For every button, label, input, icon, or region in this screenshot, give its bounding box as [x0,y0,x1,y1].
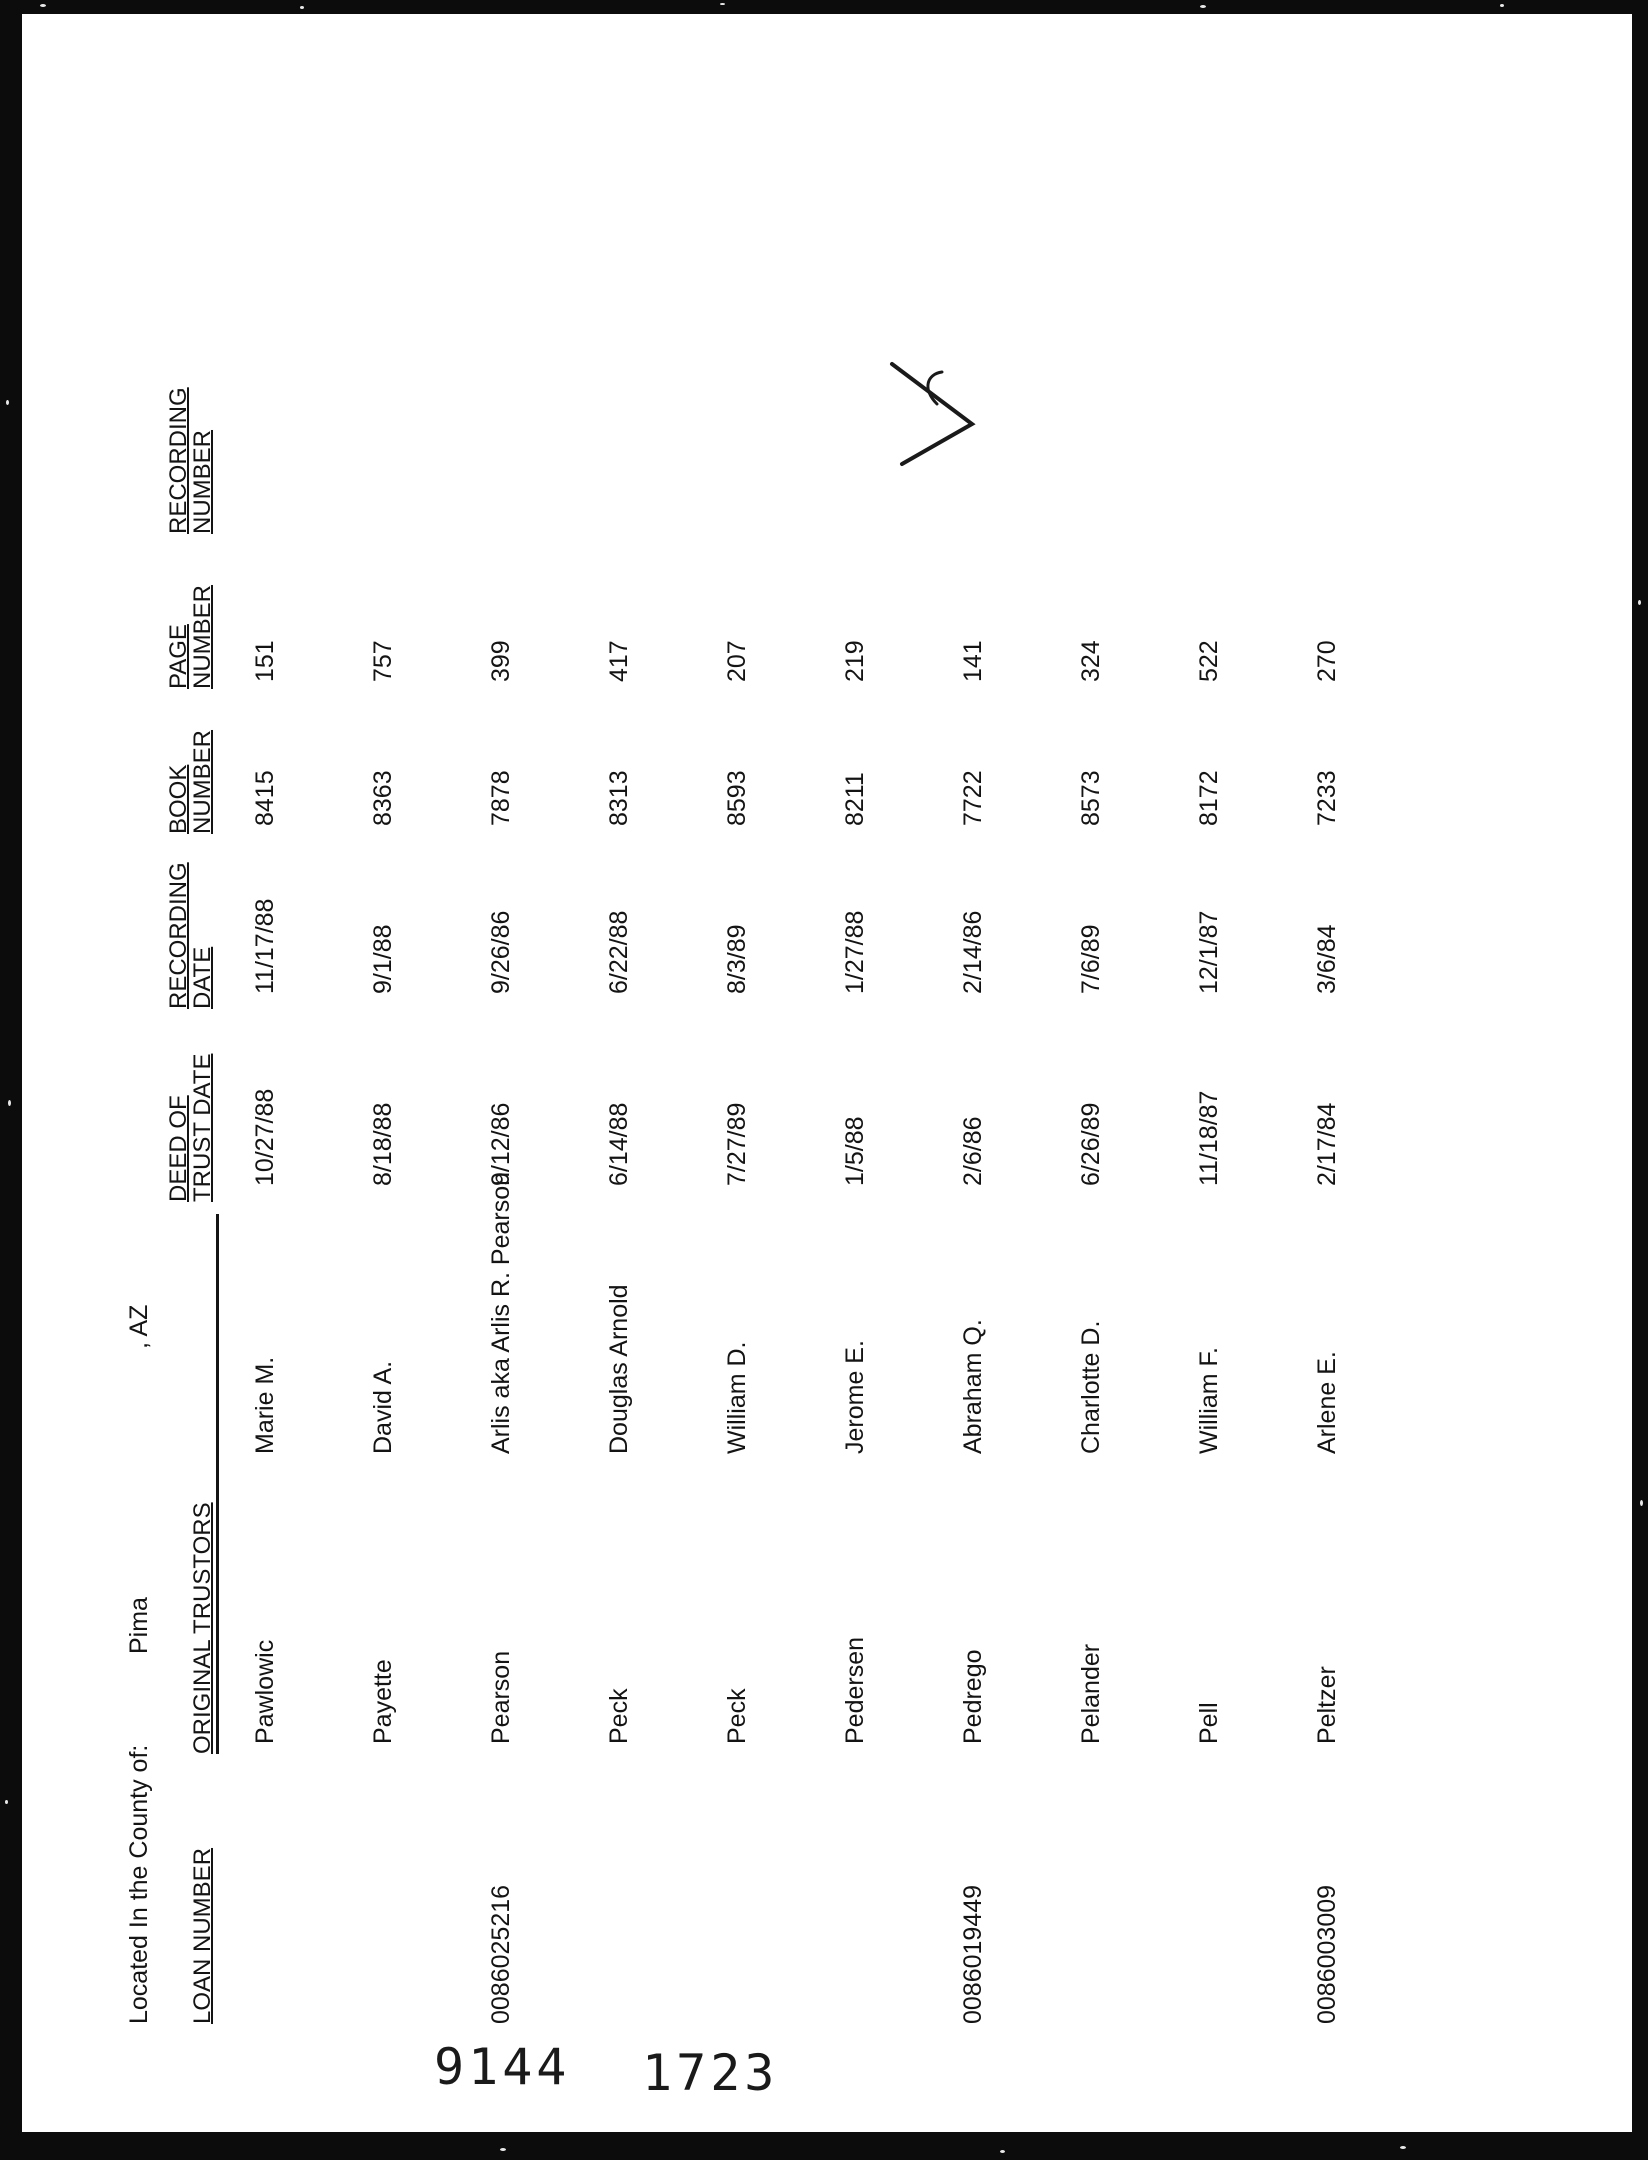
row-recording-date: 2/14/86 [959,910,987,994]
row-deed-date: 9/12/86 [487,1102,515,1186]
row-book-number: 8415 [251,770,279,826]
row-loan-number: 0086025216 [487,1884,515,2024]
row-trustor-last: Pearson [487,1650,515,1744]
row-book-number: 7722 [959,770,987,826]
header-recording-date-2: DATE [189,946,216,1009]
row-book-number: 8363 [369,770,397,826]
row-trustor-last: Peck [723,1688,751,1744]
row-page-number: 522 [1195,640,1223,682]
row-trustor-first: William D. [723,1341,751,1454]
row-recording-date: 7/6/89 [1077,924,1105,994]
row-deed-date: 6/14/88 [605,1102,633,1186]
row-book-number: 7878 [487,770,515,826]
row-trustor-first: David A. [369,1360,397,1454]
row-page-number: 757 [369,640,397,682]
rotated-table [122,0,1648,2024]
row-deed-date: 6/26/89 [1077,1102,1105,1186]
row-deed-date: 10/27/88 [251,1088,279,1186]
row-trustor-last: Peck [605,1688,633,1744]
row-trustor-first: Arlene E. [1313,1351,1341,1454]
header-page-number-1: PAGE [165,624,192,689]
header-loan-number: LOAN NUMBER [189,1847,216,2024]
row-page-number: 399 [487,640,515,682]
row-loan-number: 0086003009 [1313,1884,1341,2024]
row-deed-date: 1/5/88 [841,1116,869,1186]
row-recording-date: 1/27/88 [841,910,869,994]
row-recording-date: 6/22/88 [605,910,633,994]
row-recording-date: 3/6/84 [1313,924,1341,994]
handwritten-number-2: 1723 [642,2044,779,2102]
row-deed-date: 11/18/87 [1195,1090,1223,1186]
row-deed-date: 2/17/84 [1313,1102,1341,1186]
header-book-number-1: BOOK [165,764,192,834]
row-trustor-last: Pedersen [841,1636,869,1744]
document-page [22,14,1632,2132]
handwritten-check-mark [882,344,992,484]
row-trustor-first: Douglas Arnold [605,1284,633,1454]
header-original-trustors: ORIGINAL TRUSTORS [189,1502,216,1754]
header-recording-date-1: RECORDING [165,862,192,1009]
header-book-number-2: NUMBER [189,729,216,834]
row-page-number: 207 [723,640,751,682]
row-trustor-first: William F. [1195,1347,1223,1454]
handwritten-number-1: 9144 [434,2038,571,2096]
row-trustor-last: Pell [1195,1702,1223,1744]
row-deed-date: 2/6/86 [959,1116,987,1186]
row-trustor-last: Payette [369,1659,397,1744]
row-deed-date: 7/27/89 [723,1102,751,1186]
row-book-number: 8593 [723,770,751,826]
state-label: , AZ [125,1304,153,1349]
header-deed-of-trust-date-1: DEED OF [165,1095,192,1202]
row-recording-date: 9/26/86 [487,910,515,994]
row-trustor-first: Charlotte D. [1077,1320,1105,1454]
row-book-number: 8313 [605,770,633,826]
header-recording-number-1: RECORDING [165,387,192,534]
row-page-number: 270 [1313,640,1341,682]
row-recording-date: 11/17/88 [251,898,279,994]
row-book-number: 8172 [1195,770,1223,826]
trustors-underline [216,1214,219,1754]
row-loan-number: 0086019449 [959,1884,987,2024]
header-recording-number-2: NUMBER [189,429,216,534]
row-trustor-last: Peltzer [1313,1666,1341,1744]
row-trustor-last: Pedrego [959,1649,987,1744]
row-page-number: 417 [605,640,633,682]
row-trustor-first: Marie M. [251,1356,279,1454]
row-book-number: 7233 [1313,770,1341,826]
row-recording-date: 8/3/89 [723,924,751,994]
header-page-number-2: NUMBER [189,584,216,689]
row-book-number: 8573 [1077,770,1105,826]
row-trustor-last: Pawlowic [251,1639,279,1744]
county-label: Located In the County of: [125,1744,153,2024]
row-page-number: 324 [1077,640,1105,682]
row-trustor-first: Jerome E. [841,1340,869,1454]
row-deed-date: 8/18/88 [369,1102,397,1186]
row-recording-date: 12/1/87 [1195,910,1223,994]
header-deed-of-trust-date-2: TRUST DATE [189,1053,216,1202]
row-trustor-first: Abraham Q. [959,1319,987,1454]
row-page-number: 219 [841,640,869,682]
row-trustor-last: Pelander [1077,1643,1105,1744]
row-recording-date: 9/1/88 [369,924,397,994]
row-page-number: 141 [959,640,987,682]
county-name: Pima [125,1597,153,1654]
row-book-number: 8211 [841,772,869,826]
row-trustor-first: Arlis aka Arlis R. Pearson [487,1171,515,1454]
row-page-number: 151 [251,640,279,682]
